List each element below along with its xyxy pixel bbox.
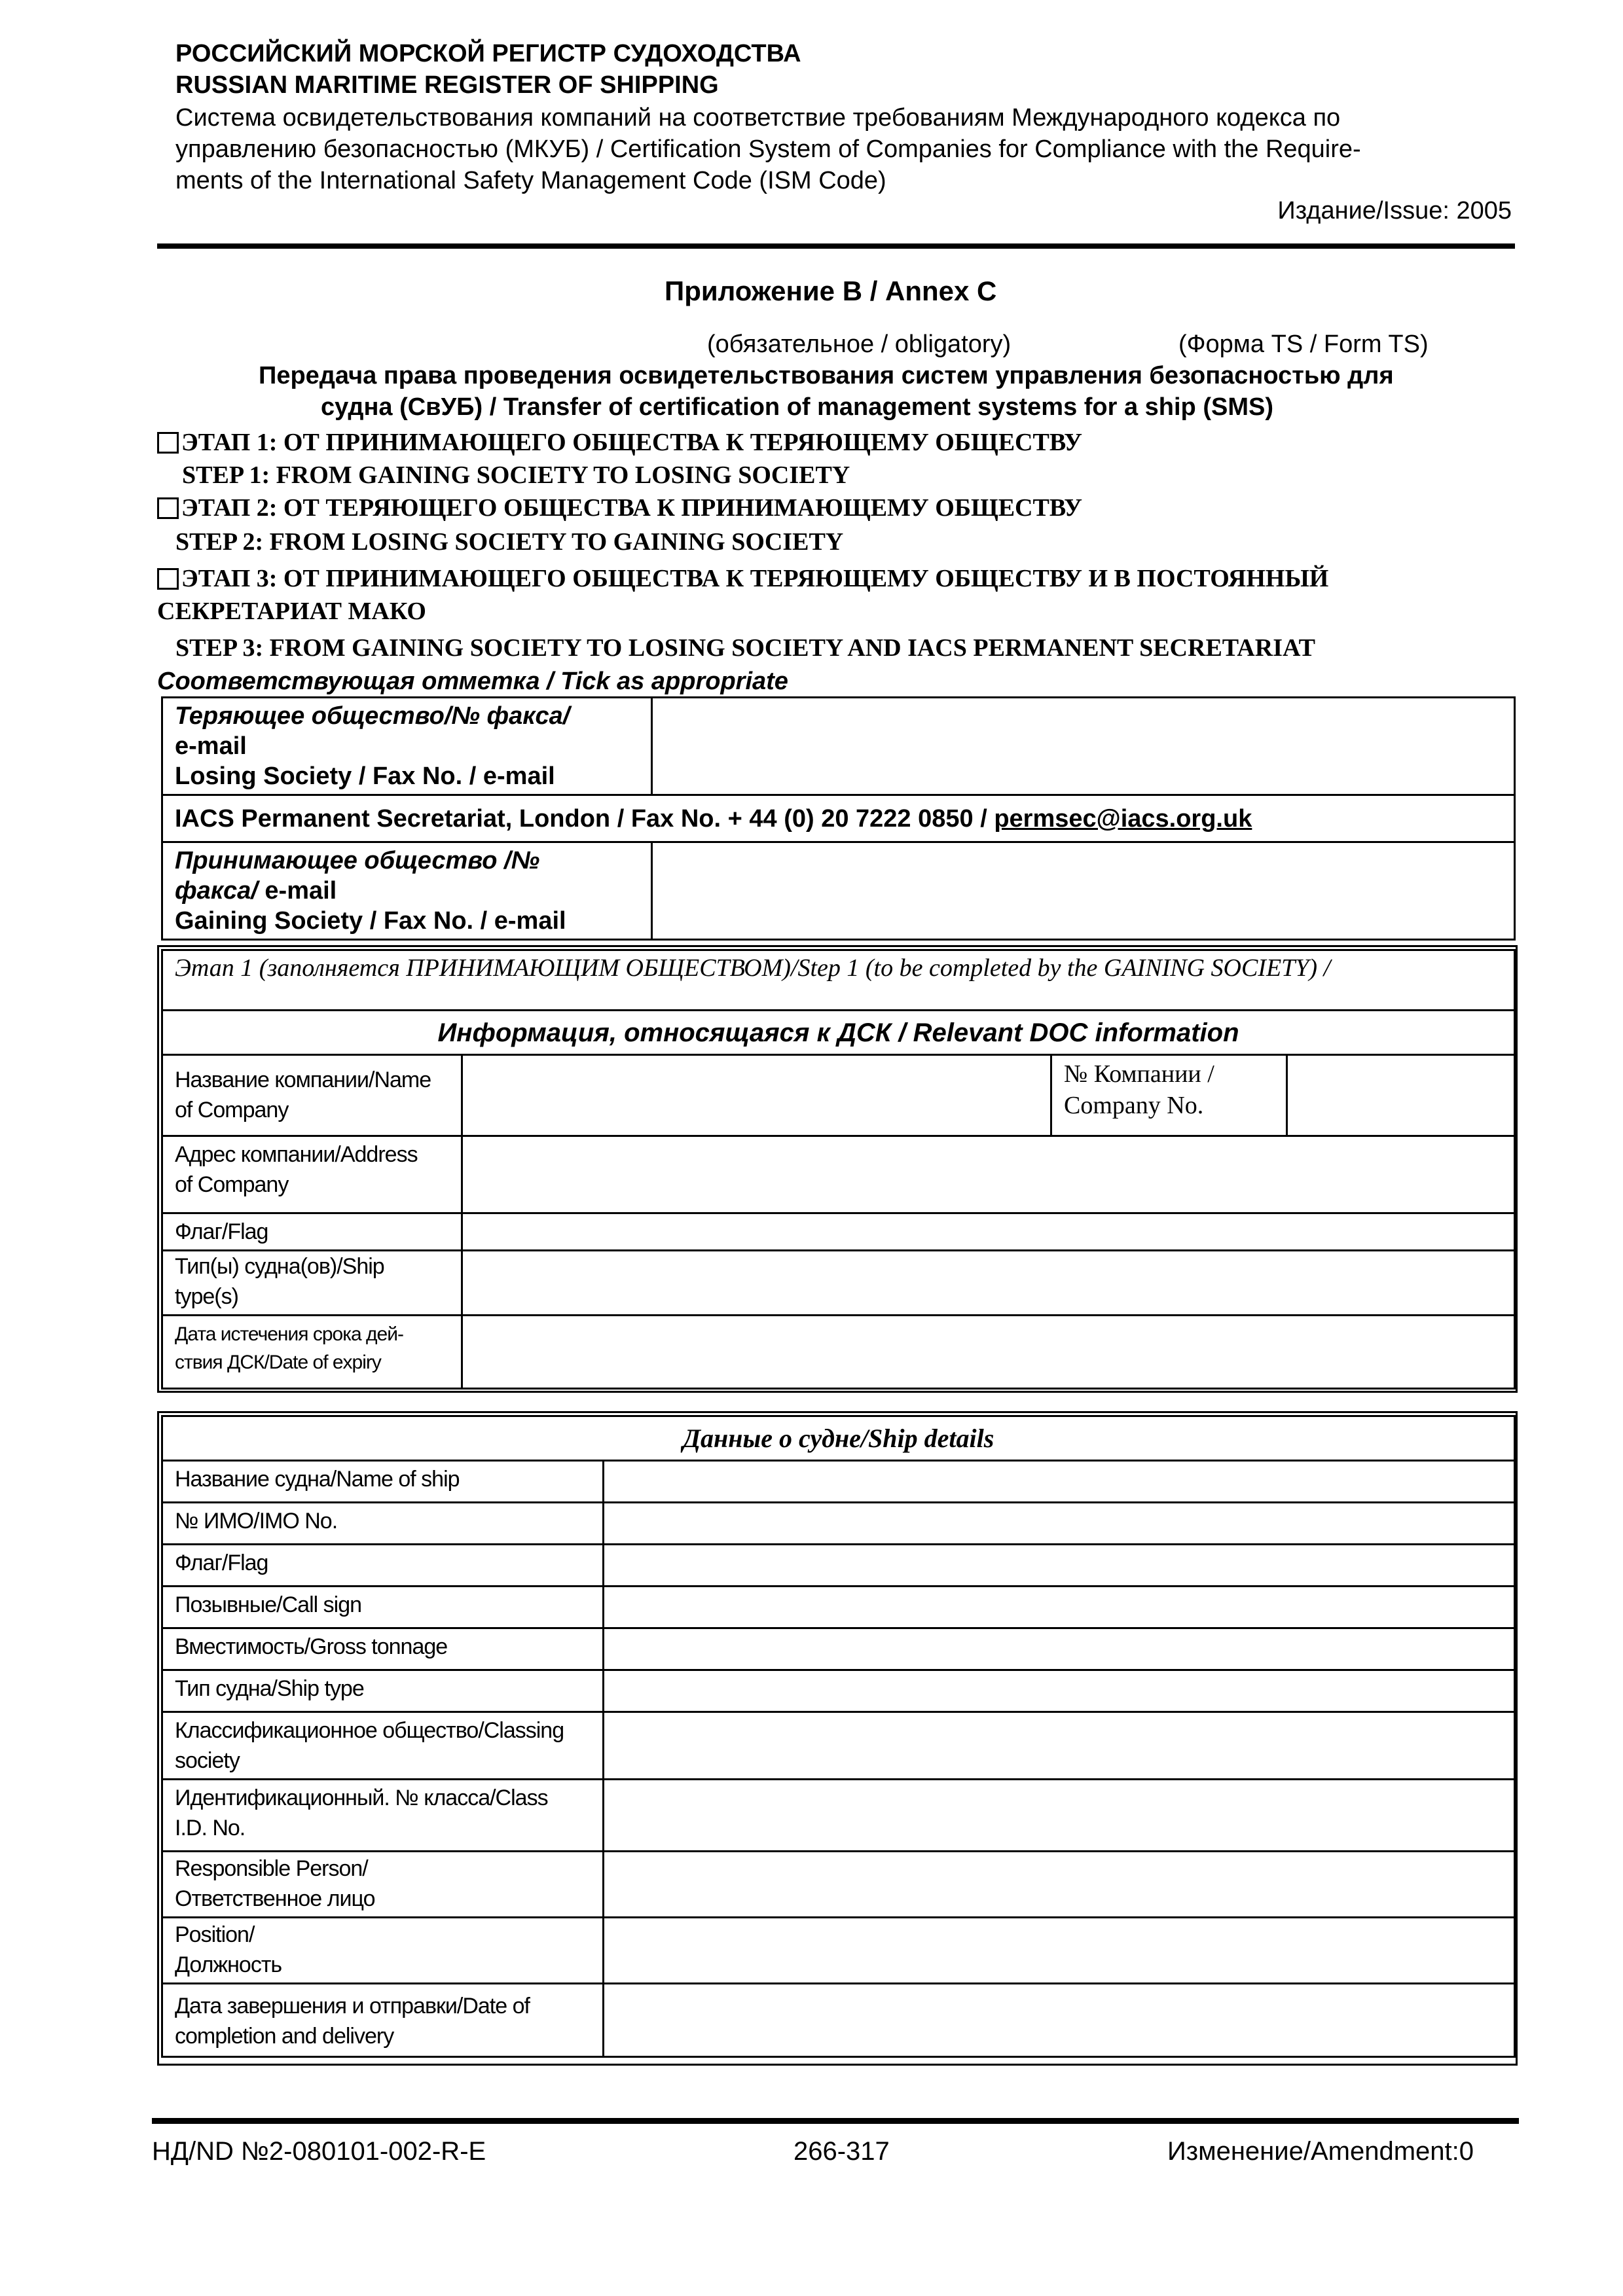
ship-name-label: Название судна/Name of ship [162, 1461, 604, 1503]
ship-types-field[interactable] [462, 1251, 1515, 1316]
imo-label: № ИМО/IMO No. [162, 1503, 604, 1545]
step2-checkbox[interactable] [157, 497, 179, 519]
completion-date-row [162, 1984, 1515, 2057]
doc-section-title-row [162, 1011, 1515, 1055]
annex-title: Приложение В / Annex C [665, 276, 997, 306]
company-address-row [162, 1136, 1515, 1213]
responsible-person-field[interactable] [604, 1852, 1515, 1918]
position-field[interactable] [604, 1918, 1515, 1984]
iacs-email-link[interactable]: permsec@iacs.org.uk [994, 804, 1252, 833]
position-label: Position/ Должность [162, 1918, 604, 1984]
step3-en-label: STEP 3: FROM GAINING SOCIETY TO LOSING SOCIETY AND IACS PERMANENT SECRETARIAT [175, 634, 1315, 662]
step3-checkbox[interactable] [157, 568, 179, 590]
class-id-label: Идентификационный. № класса/Class I.D. No. [162, 1780, 604, 1852]
step1-checkbox[interactable] [157, 432, 179, 454]
ship-type-label: Тип судна/Ship type [162, 1670, 604, 1712]
header-rule [157, 243, 1515, 249]
system-title-line2: управлению безопасностью (МКУБ) / Certification System of Companies for Compliance with the Require- [175, 135, 1361, 163]
footer-rule [152, 2118, 1519, 2124]
responsible-person-row [162, 1852, 1515, 1918]
gaining-society-row [162, 842, 1515, 940]
classing-society-row [162, 1712, 1515, 1780]
completion-date-field[interactable] [604, 1984, 1515, 2057]
step1-ru-label: ЭТАП 1: ОТ ПРИНИМАЮЩЕГО ОБЩЕСТВА К ТЕРЯЮЩЕМУ ОБЩЕСТВУ [181, 429, 1082, 456]
position-row [162, 1918, 1515, 1984]
society-table [161, 696, 1516, 941]
company-address-label: Адрес компании/Address of Company [162, 1136, 462, 1213]
ship-flag-row [162, 1545, 1515, 1587]
subject-line1: Передача права проведения освидетельствования систем управления безопасностью для [259, 362, 1394, 389]
ship-flag-field[interactable] [604, 1545, 1515, 1587]
losing-society-row [162, 698, 1515, 795]
system-title-line1: Система освидетельствования компаний на соответствие требованиям Международного кодекса по [175, 104, 1341, 132]
ship-flag-label: Флаг/Flag [162, 1545, 604, 1587]
ship-name-field[interactable] [604, 1461, 1515, 1503]
imo-field[interactable] [604, 1503, 1515, 1545]
call-sign-field[interactable] [604, 1587, 1515, 1628]
company-name-row [162, 1055, 1515, 1136]
ship-types-row [162, 1251, 1515, 1316]
footer-page-number: 266-317 [793, 2137, 890, 2166]
ship-name-row [162, 1461, 1515, 1503]
step1-option[interactable] [157, 427, 1082, 458]
call-sign-label: Позывные/Call sign [162, 1587, 604, 1628]
losing-society-label: Теряющее общество/№ факса/ e-mail Losing Society / Fax No. / e-mail [162, 698, 652, 795]
step3-option[interactable] [157, 563, 1328, 594]
issue-label: Издание/Issue: 2005 [1277, 197, 1512, 224]
class-id-row [162, 1780, 1515, 1852]
ship-details-table [161, 1415, 1516, 2058]
company-no-label: № Компании / Company No. [1051, 1055, 1287, 1136]
company-no-field[interactable] [1287, 1055, 1515, 1136]
stage1-title: Этап 1 (заполняется ПРИНИМАЮЩИМ ОБЩЕСТВОМ)/Step 1 (to be completed by the GAINING SOCIETY) / [162, 950, 1515, 1011]
ship-type-row [162, 1670, 1515, 1712]
company-address-field[interactable] [462, 1136, 1515, 1213]
doc-info-table [161, 949, 1516, 1390]
losing-society-field[interactable] [652, 698, 1515, 795]
system-title-line3: ments of the International Safety Management Code (ISM Code) [175, 167, 886, 194]
gaining-society-label: Принимающее общество /№ факса/ e-mail Gaining Society / Fax No. / e-mail [162, 842, 652, 940]
classing-society-label: Классификационное общество/Classing society [162, 1712, 604, 1780]
ship-types-label: Тип(ы) судна(ов)/Ship type(s) [162, 1251, 462, 1316]
responsible-person-label: Responsible Person/ Ответственное лицо [162, 1852, 604, 1918]
doc-flag-label: Флаг/Flag [162, 1213, 462, 1251]
iacs-row [162, 795, 1515, 842]
classing-society-field[interactable] [604, 1712, 1515, 1780]
step3-ru-label-line2: СЕКРЕТАРИАТ МАКО [157, 598, 426, 625]
doc-expiry-label: Дата истечения срока дей- ствия ДСК/Date of expiry [162, 1316, 462, 1389]
obligatory-label: (обязательное / obligatory) [707, 331, 1012, 358]
iacs-contact: IACS Permanent Secretariat, London / Fax No. + 44 (0) 20 7222 0850 / permsec@iacs.org.uk [162, 795, 1515, 842]
step2-en-label: STEP 2: FROM LOSING SOCIETY TO GAINING SOCIETY [175, 528, 844, 556]
doc-stage-title-row [162, 950, 1515, 1011]
tick-note: Соответствующая отметка / Tick as appropriate [157, 668, 788, 695]
doc-flag-row [162, 1213, 1515, 1251]
ship-type-field[interactable] [604, 1670, 1515, 1712]
gaining-society-field[interactable] [652, 842, 1515, 940]
ship-details-title: Данные о судне/Ship details [162, 1416, 1515, 1461]
company-name-field[interactable] [462, 1055, 1051, 1136]
doc-section-title: Информация, относящаяся к ДСК / Relevant DOC information [162, 1011, 1515, 1055]
class-id-field[interactable] [604, 1780, 1515, 1852]
step1-en-label: STEP 1: FROM GAINING SOCIETY TO LOSING SOCIETY [182, 461, 850, 489]
gross-tonnage-row [162, 1628, 1515, 1670]
completion-date-label: Дата завершения и отправки/Date of completion and delivery [162, 1984, 604, 2057]
step2-ru-label: ЭТАП 2: ОТ ТЕРЯЮЩЕГО ОБЩЕСТВА К ПРИНИМАЮЩЕМУ ОБЩЕСТВУ [181, 494, 1082, 522]
gross-tonnage-label: Вместимость/Gross tonnage [162, 1628, 604, 1670]
doc-flag-field[interactable] [462, 1213, 1515, 1251]
org-name-ru: РОССИЙСКИЙ МОРСКОЙ РЕГИСТР СУДОХОДСТВА [175, 40, 801, 67]
company-name-label: Название компании/Name of Company [162, 1055, 462, 1136]
footer-doc-number: НД/ND №2-080101-002-R-E [152, 2137, 486, 2166]
imo-row [162, 1503, 1515, 1545]
doc-expiry-field[interactable] [462, 1316, 1515, 1389]
form-label: (Форма TS / Form TS) [1178, 331, 1429, 358]
subject-line2: судна (СвУБ) / Transfer of certification of management systems for a ship (SMS) [321, 393, 1273, 421]
doc-expiry-row [162, 1316, 1515, 1389]
call-sign-row [162, 1587, 1515, 1628]
step3-ru-label-line1: ЭТАП 3: ОТ ПРИНИМАЮЩЕГО ОБЩЕСТВА К ТЕРЯЮЩЕМУ ОБЩЕСТВУ И В ПОСТОЯННЫЙ [181, 565, 1329, 592]
gross-tonnage-field[interactable] [604, 1628, 1515, 1670]
org-name-en: RUSSIAN MARITIME REGISTER OF SHIPPING [175, 71, 719, 99]
ship-details-title-row [162, 1416, 1515, 1461]
step2-option[interactable] [157, 492, 1082, 524]
footer-amendment: Изменение/Amendment:0 [1167, 2137, 1474, 2166]
